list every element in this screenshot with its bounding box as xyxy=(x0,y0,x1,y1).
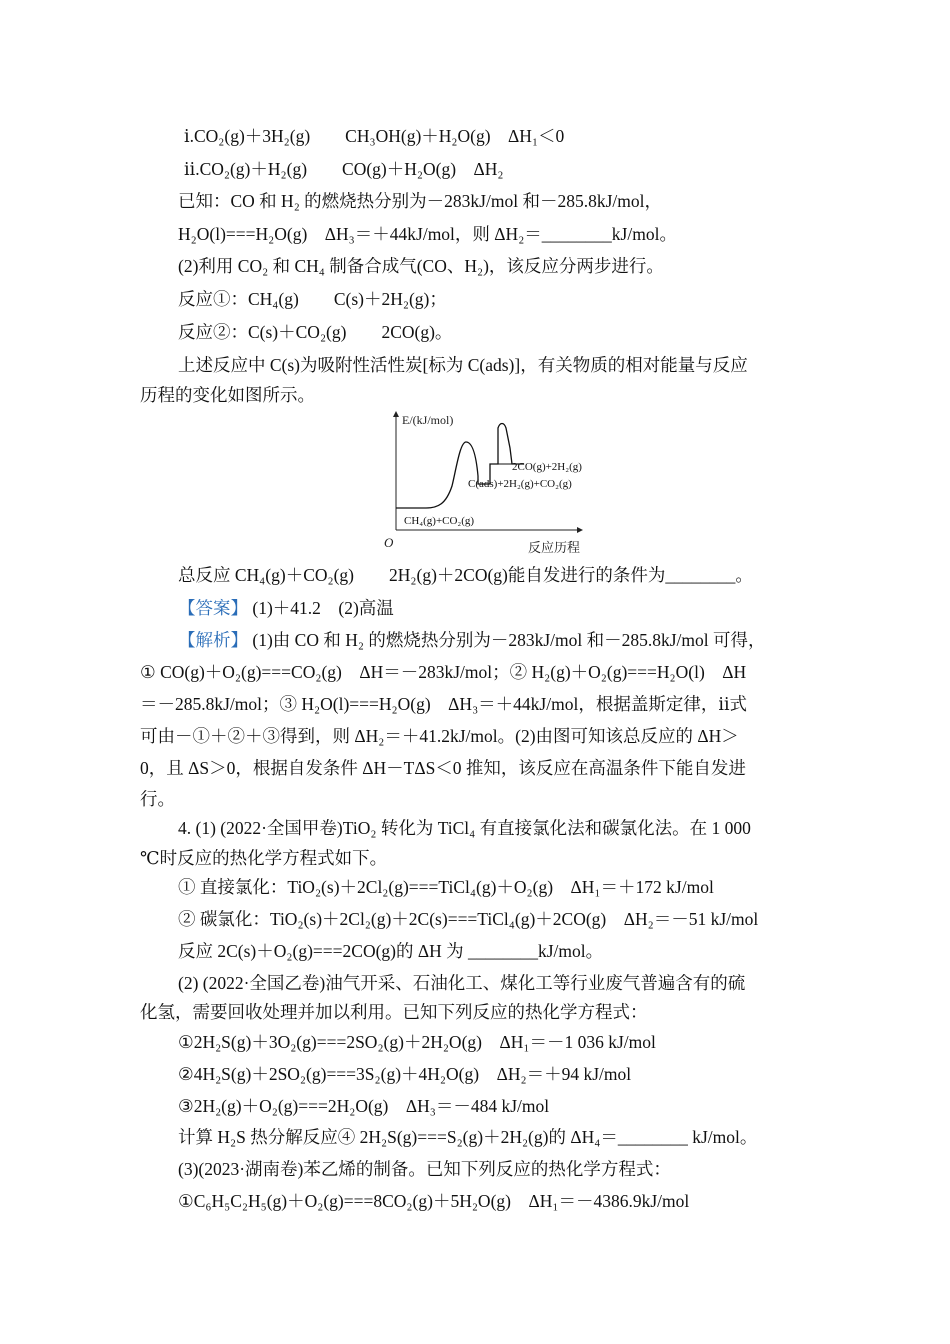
text-line: 总反应 CH₄(g)＋CO₂(g) 2H₂(g)＋2CO(g)能自发进行的条件为________。 xyxy=(178,565,753,585)
text-line: 4. (1) (2022·全国甲卷)TiO₂ 转化为 TiCl₄ 有直接氯化法和碳氯化法。在 1 000 xyxy=(178,818,751,838)
text-line: ① 直接氯化：TiO₂(s)＋2Cl₂(g)===TiCl₄(g)＋O₂(g) ΔH₁＝＋172 kJ/mol xyxy=(178,877,714,897)
text-line: 反应 2C(s)＋O₂(g)===2CO(g)的 ΔH 为 ________kJ/mol。 xyxy=(178,941,604,961)
text-line: 历程的变化如图所示。 xyxy=(140,385,315,405)
analysis-line xyxy=(178,628,766,652)
text-line: 反应②：C(s)＋CO₂(g) 2CO(g)。 xyxy=(178,322,453,342)
text-line: (2) (2022·全国乙卷)油气开采、石油化工、煤化工等行业废气普遍含有的硫 xyxy=(178,973,746,993)
text-line: ①C₆H₅C₂H₅(g)＋O₂(g)===8CO₂(g)＋5H₂O(g) ΔH₁＝－4386.9kJ/mol xyxy=(178,1191,690,1211)
text-line: ②4H₂S(g)＋2SO₂(g)===3S₂(g)＋4H₂O(g) ΔH₂＝＋94 kJ/mol xyxy=(178,1064,632,1084)
text-line: H₂O(l)===H₂O(g) ΔH₃＝＋44kJ/mol，则 ΔH₂＝________kJ/mol。 xyxy=(178,224,677,244)
text-line: 0，且 ΔS＞0，根据自发条件 ΔH－TΔS＜0 推知，该反应在高温条件下能自发进 xyxy=(140,758,746,778)
text-line: ＝－285.8kJ/mol；③ H₂O(l)===H₂O(g) ΔH₃＝＋44kJ/mol，根据盖斯定律，ⅱ式 xyxy=(140,694,748,714)
answer-line xyxy=(178,596,394,620)
text-line: ① CO(g)＋O₂(g)===CO₂(g) ΔH＝－283kJ/mol；② H₂(g)＋O₂(g)===H₂O(l) ΔH xyxy=(140,662,747,682)
text-line: 已知：CO 和 H₂ 的燃烧热分别为－283kJ/mol 和－285.8kJ/mol， xyxy=(178,191,662,211)
text-line: ② 碳氯化：TiO₂(s)＋2Cl₂(g)＋2C(s)===TiCl₄(g)＋2CO(g) ΔH₂＝－51 kJ/mol xyxy=(178,909,759,929)
analysis-tag: 【解析】 xyxy=(178,630,248,650)
text-line: 反应①：CH₄(g) C(s)＋2H₂(g)； xyxy=(178,289,447,309)
answer-text: (1)＋41.2 (2)高温 xyxy=(248,598,394,618)
origin-label: O xyxy=(384,535,394,550)
text-line: ℃时反应的热化学方程式如下。 xyxy=(140,848,388,868)
text-line: 可由－①＋②＋③得到，则 ΔH₂＝＋41.2kJ/mol。(2)由图可知该总反应的 ΔH＞ xyxy=(140,726,739,746)
x-axis-label: 反应历程 xyxy=(528,540,581,555)
text-line: 上述反应中 C(s)为吸附性活性炭[标为 C(ads)]，有关物质的相对能量与反应 xyxy=(178,355,748,375)
level-label-reactants: CH₄(g)+CO₂(g) xyxy=(404,515,475,527)
text-line: ③2H₂(g)＋O₂(g)===2H₂O(g) ΔH₃＝－484 kJ/mol xyxy=(178,1096,550,1116)
text-line: ⅰ.CO₂(g)＋3H₂(g) CH₃OH(g)＋H₂O(g) ΔH₁＜0 xyxy=(184,126,565,146)
text-line: (2)利用 CO₂ 和 CH₄ 制备合成气(CO、H₂)，该反应分两步进行。 xyxy=(178,256,664,276)
level-label-products: 2CO(g)+2H₂(g) xyxy=(512,461,582,473)
text-line: (3)(2023·湖南卷)苯乙烯的制备。已知下列反应的热化学方程式： xyxy=(178,1159,671,1179)
text-line: 行。 xyxy=(140,789,175,809)
analysis-text: (1)由 CO 和 H₂ 的燃烧热分别为－283kJ/mol 和－285.8kJ/mol 可得， xyxy=(248,630,766,650)
energy-profile-diagram xyxy=(380,408,620,558)
y-axis-label: E/(kJ/mol) xyxy=(402,413,454,427)
answer-tag: 【答案】 xyxy=(178,598,248,618)
text-line: 计算 H₂S 热分解反应④ 2H₂S(g)===S₂(g)＋2H₂(g)的 ΔH₄＝________ kJ/mol。 xyxy=(178,1127,758,1147)
level-label-intermediate: C(ads)+2H₂(g)+CO₂(g) xyxy=(468,478,572,490)
text-line: 化氢，需要回收处理并加以利用。已知下列反应的热化学方程式： xyxy=(140,1002,648,1022)
text-line: ⅱ.CO₂(g)＋H₂(g) CO(g)＋H₂O(g) ΔH₂ xyxy=(184,159,504,179)
text-line: ①2H₂S(g)＋3O₂(g)===2SO₂(g)＋2H₂O(g) ΔH₁＝－1 036 kJ/mol xyxy=(178,1032,656,1052)
energy-curve xyxy=(396,424,524,509)
